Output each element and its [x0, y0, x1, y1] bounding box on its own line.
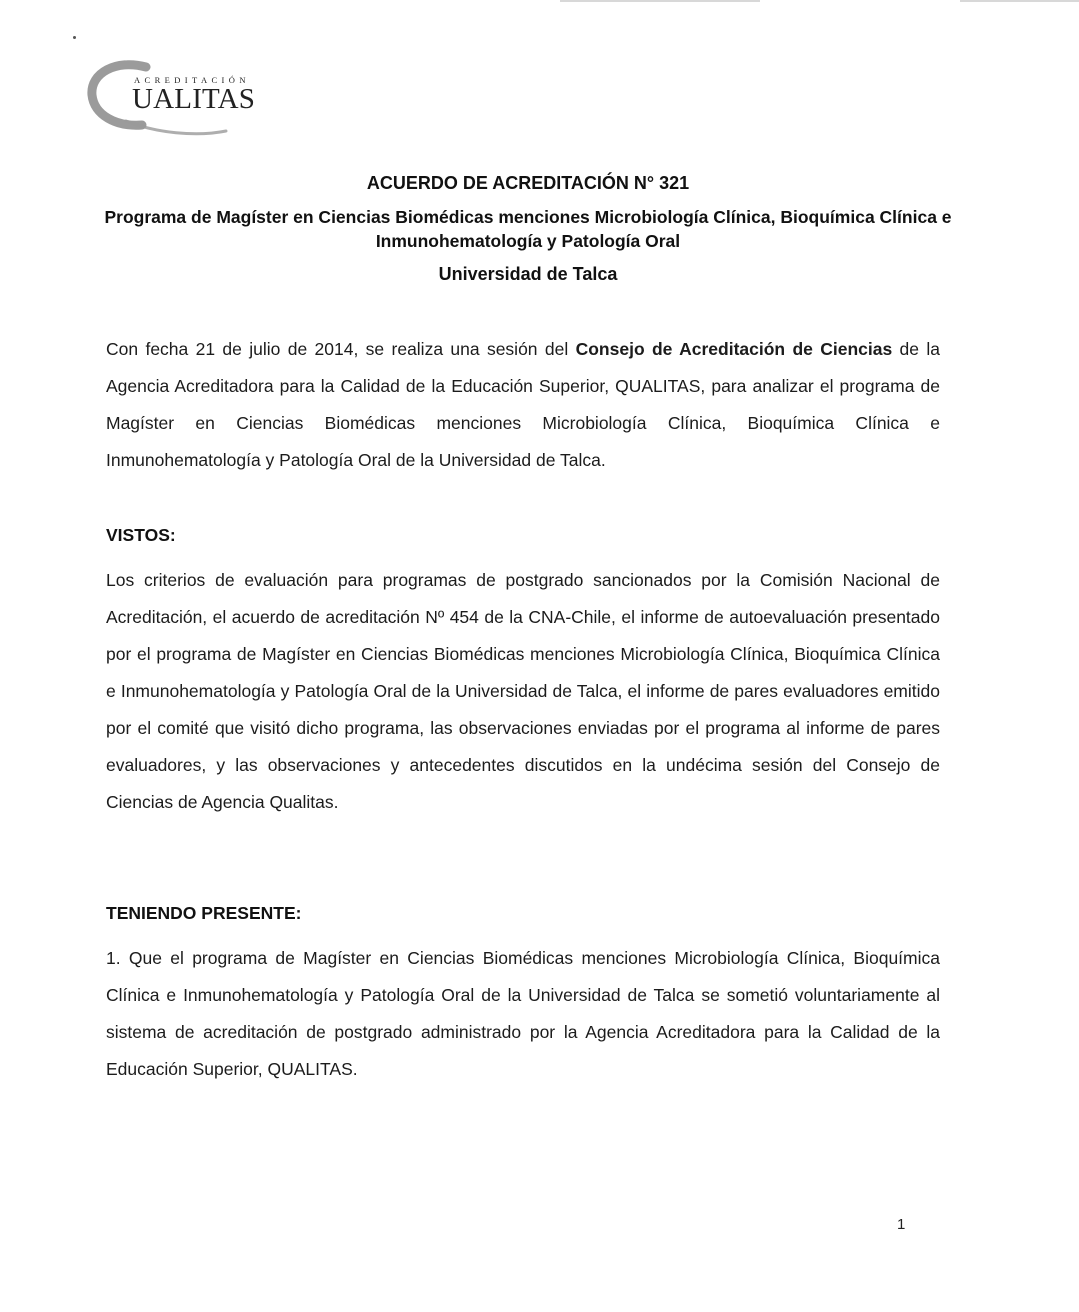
- document-title: ACUERDO DE ACREDITACIÓN N° 321: [366, 173, 690, 193]
- logo-top-text: ACREDITACIÓN: [134, 75, 250, 85]
- intro-text-start: Con fecha 21 de julio de 2014, se realiza una sesión del: [106, 339, 576, 359]
- teniendo-presente-item-1: 1. Que el programa de Magíster en Ciencias Biomédicas menciones Microbiología Clínica, Bioquímica Clínica e Inmunohematología y Patología Oral de la Universidad de Talca se sometió voluntariamente al sistema de acreditación de postgrado administrado por la Agencia Acreditadora para la Calidad de la Educación Superior, QUALITAS.: [106, 948, 940, 1079]
- teniendo-presente-heading: TENIENDO PRESENTE:: [106, 903, 302, 923]
- scan-artifact: [960, 0, 1079, 2]
- intro-paragraph: [106, 331, 940, 479]
- logo-main-text: UALITAS: [132, 83, 256, 115]
- vistos-heading: VISTOS:: [106, 525, 176, 545]
- intro-text-end: de la Agencia Acreditadora para la Calidad de la Educación Superior, QUALITAS, para analizar el programa de Magíster en Ciencias Biomédicas menciones Microbiología Clínica, Bioquímica Clínica e Inmunohematología y Patología Oral de la Universidad de Talca.: [106, 339, 940, 470]
- page-number: 1: [897, 1216, 906, 1233]
- qualitas-logo: [86, 55, 296, 140]
- program-title: Programa de Magíster en Ciencias Biomédicas menciones Microbiología Clínica, Bioquímica Clínica e Inmunohematología y Patología Oral: [104, 207, 952, 251]
- vistos-paragraph: Los criterios de evaluación para programas de postgrado sancionados por la Comisión Nacional de Acreditación, el acuerdo de acreditación Nº 454 de la CNA-Chile, el informe de autoevaluación presentado por el programa de Magíster en Ciencias Biomédicas menciones Microbiología Clínica, Bioquímica Clínica e Inmunohematología y Patología Oral de la Universidad de Talca, el informe de pares evaluadores emitido por el comité que visitó dicho programa, las observaciones enviadas por el programa al informe de pares evaluadores, y las observaciones y antecedentes discutidos en la undécima sesión del Consejo de Ciencias de Agencia Qualitas.: [106, 570, 940, 812]
- intro-council-name: Consejo de Acreditación de Ciencias: [575, 339, 893, 359]
- university-title: Universidad de Talca: [438, 264, 618, 284]
- scan-dot: [73, 36, 76, 39]
- scan-artifact: [560, 0, 760, 2]
